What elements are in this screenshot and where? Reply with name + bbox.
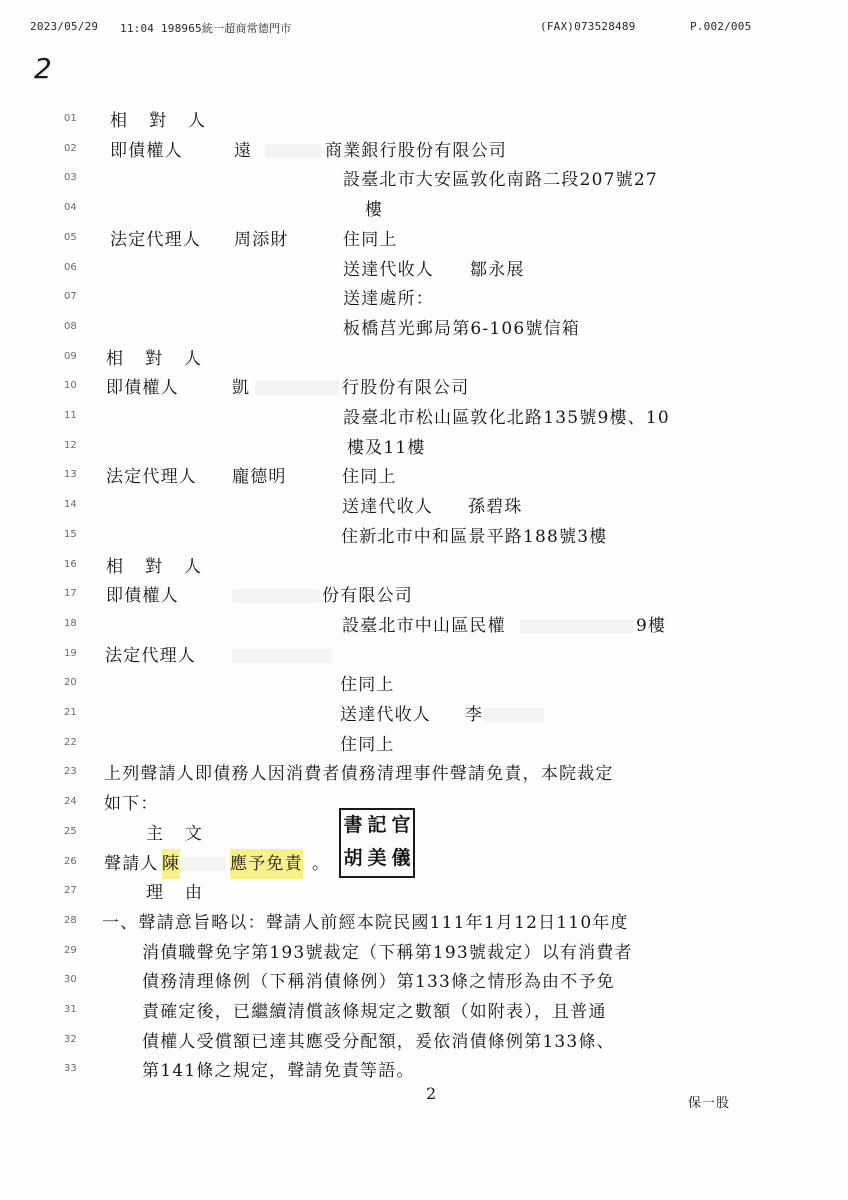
handwritten-page-mark: 2 [34, 52, 52, 85]
line-text: 住新北市中和區景平路188號3樓 [341, 526, 608, 547]
line-number: 17 [64, 588, 77, 600]
line-text: 法定代理人 [110, 229, 201, 250]
clerk-seal-stamp [339, 808, 415, 878]
redaction-mark [520, 619, 634, 633]
stamp-char: 書 [343, 814, 363, 836]
line-text: 送達處所： [343, 289, 434, 310]
line-number: 22 [64, 736, 77, 748]
line-number: 08 [64, 320, 77, 332]
line-number: 14 [64, 499, 77, 511]
line-text: 樓 [365, 200, 384, 221]
line-text: 上列聲請人即債務人因消費者債務清理事件聲請免責，本院裁定 [104, 764, 614, 785]
line-text: 周添財 [234, 229, 289, 250]
line-text: 住同上 [340, 734, 395, 755]
line-number: 27 [64, 885, 77, 897]
line-text: 聲請人 [104, 853, 159, 874]
line-text: 責確定後，已繼續清償該條規定之數額（如附表），且普通 [142, 1002, 607, 1022]
line-number: 12 [64, 439, 77, 451]
document-line [0, 849, 848, 879]
line-text: 相對人 [110, 111, 227, 131]
line-number: 10 [64, 380, 77, 392]
document-line [0, 165, 848, 195]
redaction-mark [232, 649, 332, 663]
line-text: 住同上 [343, 229, 398, 250]
document-line [0, 878, 848, 908]
document-line [0, 462, 848, 492]
line-text: 法定代理人 [106, 467, 197, 488]
line-text: 住同上 [340, 675, 395, 696]
line-text: 債權人受償額已達其應受分配額，爰依消債條例第133條、 [142, 1031, 615, 1052]
line-text: 即債權人 [110, 140, 183, 161]
document-line [0, 730, 848, 760]
highlighted-text: 陳 [162, 849, 180, 879]
document-line [0, 611, 848, 641]
line-text: 。 [312, 853, 331, 874]
line-number: 25 [64, 825, 77, 837]
document-line [0, 344, 848, 374]
line-number: 31 [64, 1004, 77, 1015]
line-text: 設臺北市松山區敦化北路135號9樓、10 [343, 408, 670, 428]
document-line [0, 1056, 848, 1086]
document-line [0, 255, 848, 285]
line-number: 02 [64, 142, 77, 154]
stamp-char: 官 [391, 814, 411, 836]
document-line [0, 403, 848, 433]
document-line [0, 908, 848, 938]
line-text: 相對人 [106, 348, 223, 369]
fax-date: 2023/05/29 [30, 20, 99, 33]
line-number: 06 [64, 261, 77, 273]
court-unit-label: 保一股 [688, 1096, 731, 1111]
line-number: 03 [64, 172, 77, 184]
line-number: 29 [64, 944, 77, 956]
line-text: 樓及11樓 [347, 437, 426, 458]
document-line [0, 314, 848, 344]
line-number: 13 [64, 469, 77, 481]
line-text: 凱 [232, 378, 251, 399]
document-line [0, 641, 848, 671]
line-text: 設臺北市大安區敦化南路二段207號27 [343, 170, 658, 191]
line-text: 行股份有限公司 [342, 378, 470, 399]
document-line [0, 938, 848, 968]
line-text: 送達代收人 [343, 259, 434, 280]
line-text: 消債職聲免字第193號裁定（下稱第193號裁定）以有消費者 [142, 942, 633, 963]
line-text: 理由 [146, 883, 224, 904]
fax-sender: 11:04 198965統一超商常德門市 [120, 22, 292, 35]
redaction-mark [255, 381, 339, 395]
document-line [0, 997, 848, 1027]
line-text: 即債權人 [106, 378, 179, 399]
document-line [0, 492, 848, 522]
line-number: 28 [64, 914, 77, 926]
line-text: 份有限公司 [322, 586, 413, 607]
stamp-char: 胡 [343, 847, 363, 869]
line-text: 設臺北市中山區民權 [342, 615, 506, 636]
line-number: 23 [64, 766, 77, 778]
line-number: 33 [64, 1063, 77, 1075]
document-line [0, 136, 848, 166]
line-text: 孫碧珠 [468, 497, 523, 518]
line-text: 板橋莒光郵局第6-106號信箱 [343, 318, 581, 339]
line-number: 21 [64, 707, 77, 718]
line-text: 一、聲請意旨略以：聲請人前經本院民國111年1月12日110年度 [102, 912, 629, 933]
line-text: 相對人 [106, 556, 223, 577]
line-text: 債務清理條例（下稱消債條例）第133條之情形為由不予免 [142, 972, 615, 993]
line-number: 07 [64, 291, 77, 303]
highlighted-text: 應予免責 [230, 849, 303, 879]
line-number: 15 [64, 528, 77, 540]
line-text: 李 [465, 705, 484, 725]
document-line [0, 433, 848, 463]
document-line [0, 581, 848, 611]
document-line [0, 789, 848, 819]
document-line [0, 819, 848, 849]
document-line [0, 195, 848, 225]
line-text: 送達代收人 [340, 705, 431, 725]
line-text: 商業銀行股份有限公司 [325, 140, 507, 161]
fax-number: (FAX)073528489 [540, 20, 636, 33]
line-number: 19 [64, 647, 77, 659]
line-number: 18 [64, 617, 77, 629]
line-number: 20 [64, 677, 77, 689]
line-number: 16 [64, 558, 77, 570]
redaction-mark [484, 708, 544, 722]
stamp-char: 記 [367, 814, 387, 836]
redaction-mark [182, 857, 226, 871]
line-text: 即債權人 [106, 586, 179, 607]
document-line [0, 700, 848, 730]
line-text: 遠 [234, 140, 253, 161]
line-number: 32 [64, 1033, 77, 1045]
line-text: 主文 [146, 823, 224, 844]
document-line [0, 1027, 848, 1057]
line-text: 法定代理人 [105, 645, 196, 666]
line-text: 送達代收人 [342, 497, 433, 518]
line-number: 26 [64, 855, 77, 867]
redaction-mark [265, 144, 321, 158]
line-number: 11 [64, 410, 77, 421]
redaction-mark [232, 589, 320, 603]
line-text: 如下： [104, 794, 159, 815]
line-text: 9樓 [636, 615, 667, 636]
line-text: 鄒永展 [470, 259, 525, 280]
document-line [0, 225, 848, 255]
document-line [0, 967, 848, 997]
line-text: 第141條之規定，聲請免責等語。 [142, 1061, 415, 1082]
fax-page-indicator: P.002/005 [690, 20, 752, 33]
line-number: 05 [64, 231, 77, 243]
document-line [0, 552, 848, 582]
document-line [0, 670, 848, 700]
document-line [0, 759, 848, 789]
line-text: 住同上 [342, 467, 397, 488]
line-number: 01 [64, 113, 77, 124]
document-line [0, 106, 848, 136]
document-line [0, 284, 848, 314]
line-number: 04 [64, 202, 77, 214]
line-number: 30 [64, 974, 77, 986]
line-number: 09 [64, 350, 77, 362]
document-line [0, 522, 848, 552]
page-number: 2 [426, 1084, 437, 1103]
document-line [0, 373, 848, 403]
stamp-char: 儀 [391, 847, 411, 869]
line-number: 24 [64, 796, 77, 808]
line-text: 龐德明 [232, 467, 287, 488]
stamp-char: 美 [367, 847, 387, 869]
